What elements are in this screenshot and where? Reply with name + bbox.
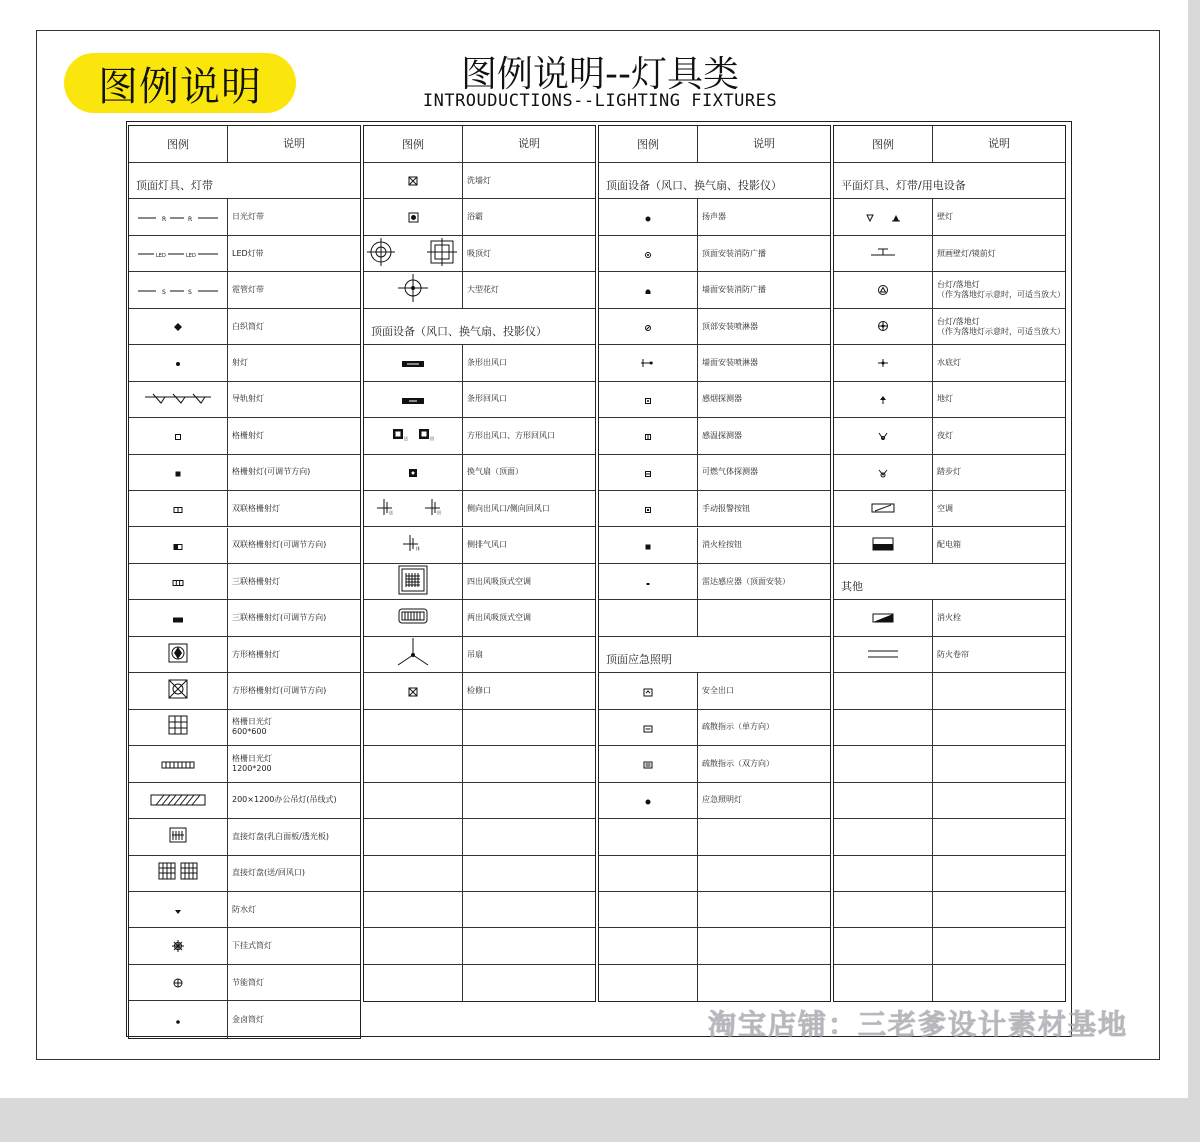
legend-column-2 [363, 125, 596, 1002]
legend-row [129, 928, 360, 964]
exit-sign-icon [643, 682, 653, 701]
legend-row [599, 455, 830, 491]
recessed-downlight-icon [172, 937, 184, 956]
header-symbol: 图例 [129, 126, 228, 162]
legend-desc: LED灯带 [232, 248, 264, 258]
legend-row [129, 783, 360, 819]
empty-row [599, 892, 830, 928]
legend-desc: 浴霸 [467, 212, 483, 222]
watermark: 淘宝店铺：三老爹设计素材基地 [708, 1008, 1129, 1041]
legend-row [364, 491, 595, 527]
legend-row [129, 819, 360, 855]
header-symbol: 图例 [834, 126, 933, 162]
legend-row [599, 309, 830, 345]
legend-desc: 格栅日光灯 [232, 753, 272, 763]
header-desc: 说明 [753, 137, 775, 151]
section-heading [599, 163, 830, 199]
triple-grille-spotlight-icon [172, 572, 184, 591]
distribution-box-icon [872, 536, 894, 555]
legend-row [129, 272, 360, 308]
legend-row [364, 637, 595, 673]
speaker-icon [644, 208, 652, 227]
legend-desc: 雷达感应器（顶面安装） [702, 576, 790, 586]
legend-row [129, 455, 360, 491]
legend-row [129, 236, 360, 272]
legend-desc: 直接灯盘(送/回风口) [232, 868, 305, 878]
legend-row [129, 892, 360, 928]
legend-row [364, 455, 595, 491]
mirror-light-icon [870, 244, 896, 263]
empty-row [834, 710, 1065, 746]
legend-row [364, 345, 595, 381]
step-light-icon [877, 463, 889, 482]
column-header [364, 126, 595, 163]
header-symbol: 图例 [599, 126, 698, 162]
adjustable-grille-spotlight-icon [174, 463, 182, 482]
legend-desc: 条形回风口 [467, 394, 507, 404]
legend-desc: 夜灯 [937, 430, 953, 440]
evac-double-icon [643, 754, 653, 773]
led-strip-icon [138, 244, 218, 263]
column-header [834, 126, 1065, 163]
ceiling-fan-icon [396, 637, 430, 673]
legend-desc-note: （作为落地灯示意时，可适当放大） [937, 290, 1065, 300]
two-way-cassette-ac-icon [398, 608, 428, 628]
legend-row [599, 236, 830, 272]
legend-desc: 消火栓 [937, 613, 961, 623]
legend-desc: 200×1200办公吊灯(吊线式) [232, 795, 337, 805]
legend-row [129, 1001, 360, 1037]
legend-desc: 导轨射灯 [232, 394, 264, 404]
legend-row [129, 418, 360, 454]
track-spotlight-icon [145, 390, 211, 409]
section-title: 顶面应急照明 [606, 653, 672, 667]
legend-row [129, 746, 360, 782]
empty-row [834, 673, 1065, 709]
legend-row [364, 600, 595, 636]
section-heading [834, 564, 1065, 600]
gas-detector-icon [644, 463, 652, 482]
legend-row [599, 199, 830, 235]
svg-text:LED: LED [186, 253, 196, 260]
legend-row [129, 491, 360, 527]
manual-alarm-icon [644, 499, 652, 518]
legend-desc: 条形出风口 [467, 357, 507, 367]
svg-text:送: 送 [404, 436, 408, 442]
legend-desc: 台灯/落地灯 [937, 280, 980, 290]
column-header [129, 126, 360, 163]
smoke-detector-icon [644, 390, 652, 409]
legend-desc: 消火栓按钮 [702, 540, 742, 550]
legend-desc: 大型花灯 [467, 285, 499, 295]
legend-desc: 换气扇（顶面） [467, 467, 523, 477]
legend-table [126, 121, 1072, 1037]
svg-text:S: S [188, 288, 192, 296]
empty-row [364, 783, 595, 819]
header-desc: 说明 [988, 137, 1010, 151]
legend-desc-note: 1200*200 [232, 763, 272, 773]
legend-row [834, 491, 1065, 527]
legend-column-4 [833, 125, 1066, 1002]
svg-text:回: 回 [437, 509, 441, 515]
chandelier-icon [398, 274, 428, 306]
legend-desc-note: （作为落地灯示意时，可适当放大） [937, 326, 1065, 336]
ceiling-fire-broadcast-icon [644, 244, 652, 263]
legend-desc: 空调 [937, 503, 953, 513]
legend-desc: 霓管灯带 [232, 285, 264, 295]
legend-row [599, 783, 830, 819]
energy-saving-downlight-icon [173, 973, 183, 992]
legend-row [599, 272, 830, 308]
legend-row [834, 455, 1065, 491]
empty-row [834, 819, 1065, 855]
legend-desc: 感烟探测器 [702, 394, 742, 404]
legend-row [599, 746, 830, 782]
legend-desc: 感温探测器 [702, 430, 742, 440]
double-grille-spotlight-icon [173, 499, 183, 518]
svg-text:S: S [162, 288, 166, 296]
grille-spotlight-icon [174, 426, 182, 445]
section-heading [599, 637, 830, 673]
legend-desc: 顶部安装喷淋器 [702, 321, 758, 331]
legend-column-3 [598, 125, 831, 1002]
legend-desc: 洗墙灯 [467, 175, 491, 185]
legend-desc: 踏步灯 [937, 467, 961, 477]
legend-row [834, 528, 1065, 564]
legend-row [834, 637, 1065, 673]
empty-row [364, 746, 595, 782]
linear-return-vent-icon [401, 390, 425, 409]
legend-row [364, 673, 595, 709]
legend-desc: 双联格栅射灯 [232, 503, 280, 513]
empty-row [834, 856, 1065, 892]
svg-text:排: 排 [416, 546, 420, 552]
legend-desc: 吸顶灯 [467, 248, 491, 258]
page-subtitle: INTROUDUCTIONS--LIGHTING FIXTURES [422, 91, 778, 111]
emergency-light-icon [644, 791, 652, 810]
legend-desc: 手动报警按钮 [702, 503, 750, 513]
legend-row [834, 309, 1065, 345]
legend-desc: 水底灯 [937, 357, 961, 367]
legend-row [129, 345, 360, 381]
legend-row [599, 564, 830, 600]
metal-halide-light-icon [175, 1010, 181, 1029]
empty-row [364, 892, 595, 928]
legend-desc: 检修口 [467, 686, 491, 696]
night-light-icon [877, 426, 889, 445]
section-heading [364, 309, 595, 345]
neon-strip-icon [138, 281, 218, 300]
legend-desc: 安全出口 [702, 686, 734, 696]
empty-row [834, 965, 1065, 1001]
legend-desc: 方形出风口、方形回风口 [467, 430, 555, 440]
side-vent-icon [376, 499, 450, 519]
legend-row [129, 564, 360, 600]
svg-text:LED: LED [156, 253, 166, 260]
legend-desc: 方形格栅射灯 [232, 649, 280, 659]
empty-row [599, 819, 830, 855]
legend-row [834, 382, 1065, 418]
legend-desc: 日光灯带 [232, 212, 264, 222]
section-heading [834, 163, 1065, 199]
legend-desc: 防火卷帘 [937, 649, 969, 659]
legend-row [364, 382, 595, 418]
legend-row [599, 673, 830, 709]
legend-desc: 下挂式筒灯 [232, 941, 272, 951]
legend-desc: 疏散指示（双方向） [702, 758, 774, 768]
side-exhaust-icon [402, 535, 424, 555]
access-panel-icon [408, 682, 418, 701]
wall-washer-icon [408, 171, 418, 190]
adjustable-square-grille-icon [168, 679, 188, 703]
legend-desc: 墙面安装喷淋器 [702, 357, 758, 367]
heat-detector-icon [644, 426, 652, 445]
legend-row [129, 309, 360, 345]
legend-row [364, 418, 595, 454]
underwater-light-icon [877, 353, 889, 372]
legend-row [834, 272, 1065, 308]
legend-desc: 格栅射灯 [232, 430, 264, 440]
hydrant-button-icon [644, 536, 652, 555]
table-lamp-icon [877, 281, 889, 300]
downlight-icon [173, 317, 183, 336]
legend-desc: 墙面安装消防广播 [702, 285, 766, 295]
air-conditioner-icon [871, 499, 895, 518]
square-grille-spotlight-icon [168, 643, 188, 667]
ceiling-light-icon [367, 238, 459, 270]
legend-desc: 射灯 [232, 357, 248, 367]
empty-row [364, 710, 595, 746]
legend-desc: 顶面安装消防广播 [702, 248, 766, 258]
grille-fluorescent-1200-icon [161, 754, 195, 773]
legend-desc: 防水灯 [232, 904, 256, 914]
empty-row [599, 600, 830, 636]
spotlight-icon [174, 353, 182, 372]
legend-desc: 可燃气体探测器 [702, 467, 758, 477]
four-way-cassette-ac-icon [398, 565, 428, 599]
legend-desc: 应急照明灯 [702, 795, 742, 805]
empty-row [364, 965, 595, 1001]
empty-row [599, 965, 830, 1001]
svg-text:R: R [162, 215, 167, 223]
legend-row [129, 856, 360, 892]
legend-desc: 金卤筒灯 [232, 1014, 264, 1024]
legend-row [599, 382, 830, 418]
legend-row [129, 199, 360, 235]
header-desc: 说明 [518, 137, 540, 151]
legend-row [129, 965, 360, 1001]
legend-row [129, 637, 360, 673]
legend-row [599, 710, 830, 746]
legend-desc: 地灯 [937, 394, 953, 404]
legend-desc: 配电箱 [937, 540, 961, 550]
legend-row [364, 564, 595, 600]
section-title: 顶面设备（风口、换气扇、投影仪） [606, 179, 782, 193]
empty-row [834, 746, 1065, 782]
svg-text:回: 回 [430, 436, 434, 442]
legend-row [834, 345, 1065, 381]
empty-row [834, 928, 1065, 964]
tube-strip-light-icon [138, 208, 218, 227]
empty-row [599, 856, 830, 892]
linear-supply-vent-icon [401, 353, 425, 372]
legend-desc: 四出风吸顶式空调 [467, 576, 531, 586]
floor-lamp-icon [877, 317, 889, 336]
ground-light-icon [878, 390, 888, 409]
header-symbol: 图例 [364, 126, 463, 162]
legend-row [364, 163, 595, 199]
legend-row [364, 199, 595, 235]
legend-row [834, 600, 1065, 636]
legend-row [834, 418, 1065, 454]
legend-desc: 壁灯 [937, 212, 953, 222]
legend-row [834, 199, 1065, 235]
legend-desc: 白织筒灯 [232, 321, 264, 331]
legend-row [129, 382, 360, 418]
light-panel-vent-icon [158, 862, 198, 884]
empty-row [834, 892, 1065, 928]
grille-fluorescent-600-icon [168, 715, 188, 739]
fire-shutter-icon [868, 645, 898, 664]
column-header [599, 126, 830, 163]
wall-fire-broadcast-icon [644, 281, 652, 300]
legend-row [129, 528, 360, 564]
legend-row [599, 491, 830, 527]
empty-row [364, 856, 595, 892]
square-vent-icon [391, 426, 435, 445]
legend-row [129, 673, 360, 709]
ceiling-sprinkler-icon [644, 317, 652, 336]
legend-desc: 格栅日光灯 [232, 717, 272, 727]
bath-heater-icon [408, 208, 419, 227]
legend-desc: 扬声器 [702, 212, 726, 222]
adjustable-double-grille-icon [173, 536, 183, 555]
legend-desc: 格栅射灯(可调节方向) [232, 467, 311, 477]
legend-desc: 吊扇 [467, 649, 483, 659]
legend-badge: 图例说明 [64, 53, 296, 113]
legend-desc: 节能筒灯 [232, 977, 264, 987]
legend-desc: 三联格栅射灯(可调节方向) [232, 613, 327, 623]
legend-desc-note: 600*600 [232, 727, 267, 737]
legend-row [364, 236, 595, 272]
legend-desc: 方形格栅射灯(可调节方向) [232, 686, 327, 696]
section-title: 其他 [841, 580, 863, 594]
legend-row [129, 710, 360, 746]
legend-row [599, 345, 830, 381]
legend-row [599, 418, 830, 454]
legend-desc: 直接灯盘(乳白面板/透光板) [232, 831, 329, 841]
legend-row [834, 236, 1065, 272]
section-title: 顶面设备（风口、换气扇、投影仪） [371, 325, 547, 339]
legend-desc: 侧排气风口 [467, 540, 507, 550]
page-title: 图例说明--灯具类 [461, 54, 739, 95]
legend-row [364, 272, 595, 308]
legend-desc: 双联格栅射灯(可调节方向) [232, 540, 327, 550]
empty-row [364, 819, 595, 855]
section-title: 平面灯具、灯带/用电设备 [841, 179, 966, 193]
section-title: 顶面灯具、灯带 [136, 179, 213, 193]
header-desc: 说明 [283, 137, 305, 151]
empty-row [834, 783, 1065, 819]
legend-desc: 台灯/落地灯 [937, 316, 980, 326]
legend-row [129, 600, 360, 636]
exhaust-fan-icon [408, 463, 418, 482]
legend-desc: 照画壁灯/镜前灯 [937, 248, 996, 258]
evac-single-icon [643, 718, 653, 737]
wall-sprinkler-icon [640, 353, 656, 372]
waterproof-light-icon [174, 900, 182, 919]
fire-hydrant-icon [872, 609, 894, 628]
legend-row [599, 528, 830, 564]
legend-desc: 侧向出风口/侧向回风口 [467, 503, 550, 513]
svg-text:送: 送 [389, 509, 393, 515]
radar-sensor-icon [645, 572, 651, 591]
adjustable-triple-grille-icon [172, 609, 184, 628]
legend-desc: 疏散指示（单方向） [702, 722, 774, 732]
legend-row [364, 528, 595, 564]
legend-desc: 两出风吸顶式空调 [467, 613, 531, 623]
svg-text:R: R [188, 215, 193, 223]
section-heading [129, 163, 360, 199]
legend-column-1 [128, 125, 361, 1039]
office-pendant-icon [150, 791, 206, 810]
wall-lamp-icon [865, 208, 901, 227]
empty-row [599, 928, 830, 964]
empty-row [364, 928, 595, 964]
legend-desc: 三联格栅射灯 [232, 576, 280, 586]
light-panel-icon [169, 827, 187, 847]
